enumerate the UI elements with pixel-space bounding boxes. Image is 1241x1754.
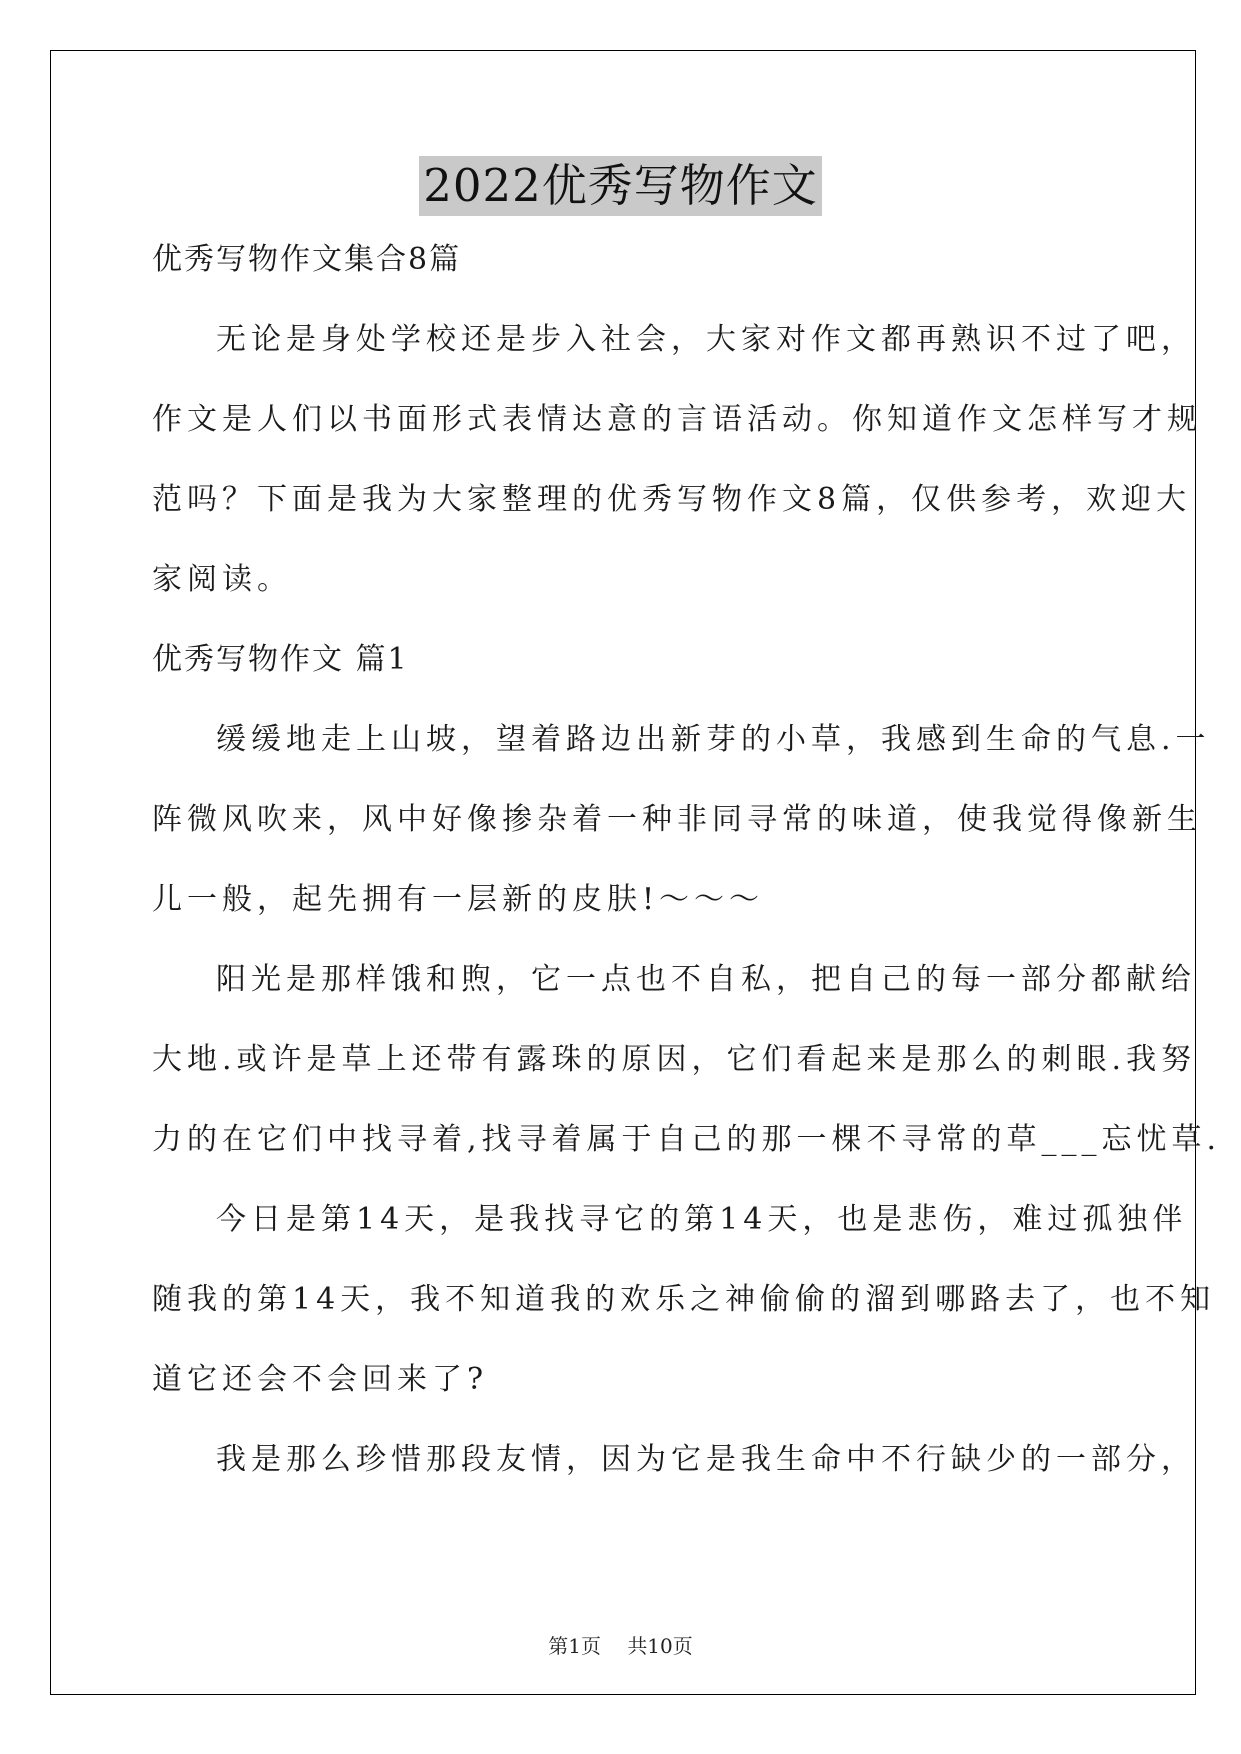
page-number: 第1页: [548, 1634, 601, 1658]
document-body: [152, 240, 1222, 1520]
text-line: 随我的第14天，我不知道我的欢乐之神偷偷的溜到哪路去了，也不知: [152, 1282, 1216, 1317]
title-container: [0, 156, 1241, 216]
text-line: 我是那么珍惜那段友情，因为它是我生命中不行缺少的一部分，: [216, 1442, 1196, 1477]
text-line: 范吗？下面是我为大家整理的优秀写物作文8篇，仅供参考，欢迎大: [152, 482, 1192, 517]
text-line: 儿一般，起先拥有一层新的皮肤!～～～: [152, 882, 765, 917]
text-line: 大地.或许是草上还带有露珠的原因，它们看起来是那么的刺眼.我努: [152, 1042, 1197, 1077]
section-heading: 优秀写物作文 篇1: [152, 642, 409, 677]
text-line: 道它还会不会回来了?: [152, 1362, 489, 1397]
text-line: 阵微风吹来，风中好像掺杂着一种非同寻常的味道，使我觉得像新生: [152, 802, 1202, 837]
text-line: 家阅读。: [152, 562, 292, 597]
text-line: 力的在它们中找寻着,找寻着属于自己的那一棵不寻常的草___忘忧草.: [152, 1122, 1222, 1157]
text-line: 无论是身处学校还是步入社会，大家对作文都再熟识不过了吧，: [216, 322, 1196, 357]
document-title: 2022优秀写物作文: [419, 156, 822, 216]
section-heading: 优秀写物作文集合8篇: [152, 242, 462, 277]
text-line: 作文是人们以书面形式表情达意的言语活动。你知道作文怎样写才规: [152, 402, 1202, 437]
text-line: 缓缓地走上山坡，望着路边出新芽的小草，我感到生命的气息.一: [216, 722, 1211, 757]
page-total: 共10页: [627, 1634, 693, 1658]
text-line: 今日是第14天，是我找寻它的第14天，也是悲伤，难过孤独伴: [216, 1202, 1188, 1237]
page-footer: [0, 1630, 1241, 1659]
text-line: 阳光是那样饿和煦，它一点也不自私，把自己的每一部分都献给: [216, 962, 1196, 997]
